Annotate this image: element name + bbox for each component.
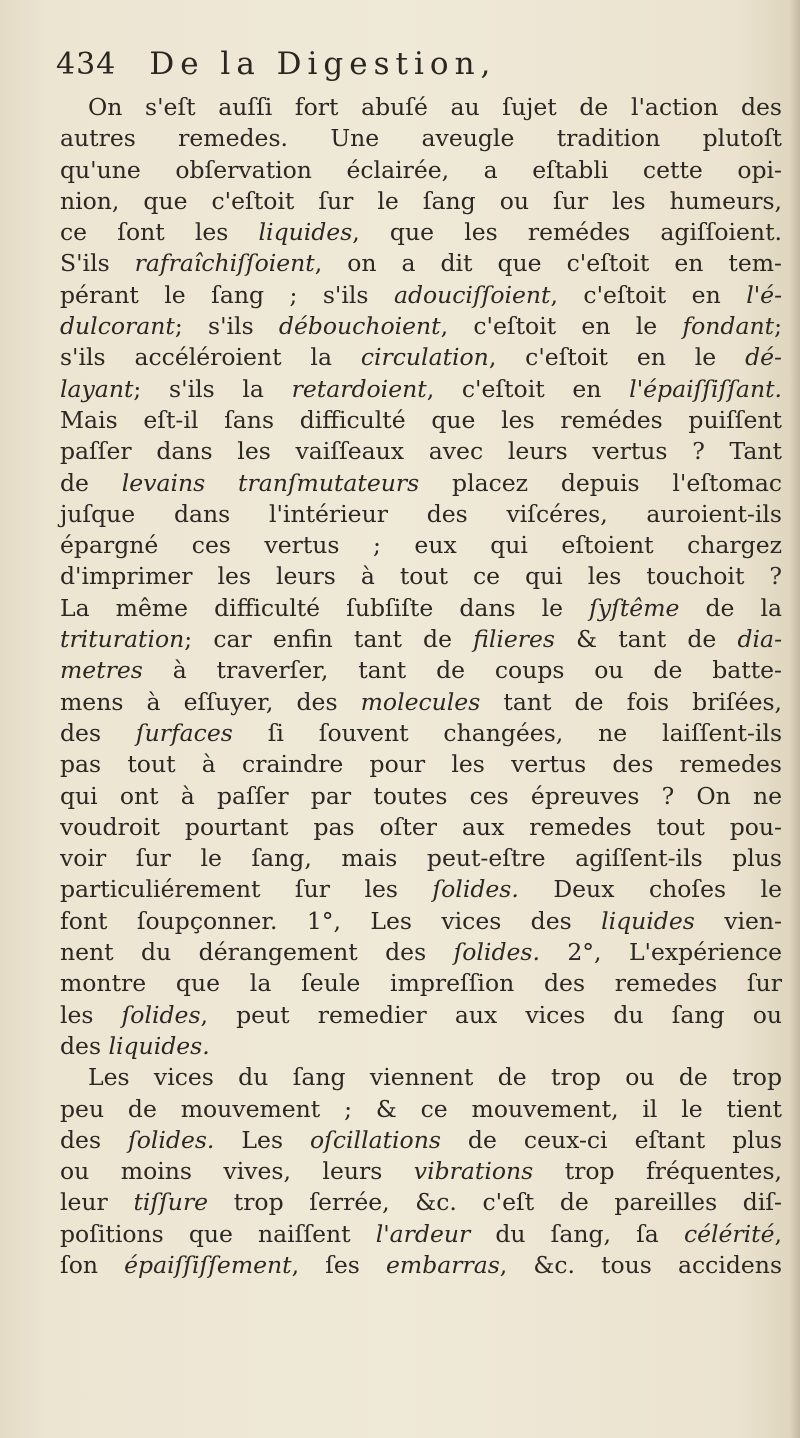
text-run: leur [60,1188,134,1217]
text-line [60,1187,782,1218]
text-line [60,530,782,561]
body-text [60,92,782,1281]
italic-term: vibrations [413,1157,534,1186]
text-line [60,280,782,311]
text-run: ou moins vives, leurs [60,1157,414,1186]
text-run: 2°, L'expérience [539,938,782,967]
italic-term: ſyſtême [589,593,680,622]
italic-term: fondant [682,312,775,341]
italic-term: dulcorant [60,312,175,341]
italic-term: metres [60,656,143,685]
text-line [60,468,782,499]
page-edge-shadow [790,0,800,1438]
text-run: montre que la ſeule impreſſion des remedes ſur [60,969,782,998]
text-line [60,499,782,530]
italic-term: liquides [258,218,353,247]
text-run: autres remedes. Une aveugle tradition plutoſt [60,124,782,153]
italic-term: l'ardeur [375,1219,471,1248]
text-line [60,1250,782,1281]
text-line [60,155,782,186]
text-run: placez depuis l'eſtomac [419,468,783,497]
text-line [60,749,782,780]
text-run: , &c. tous accidens [499,1250,782,1279]
text-line [60,1094,782,1125]
italic-term: adouciſſoient [393,280,551,309]
text-line [60,186,782,217]
italic-term: l'é- [746,280,783,309]
italic-term: ſolides. [128,1125,215,1154]
italic-term: layant [60,374,134,403]
text-run: ; [774,312,782,341]
text-run: des [60,1125,129,1154]
text-run: trop fréquentes, [533,1157,782,1186]
text-run: , c'eſtoit en le [488,343,746,372]
italic-term: rafraîchiſſoient [134,249,315,278]
italic-term: filieres [473,625,555,654]
italic-term: oſcillations [310,1125,441,1154]
italic-term: débouchoient [278,312,441,341]
text-line [60,781,782,812]
text-line [60,1156,782,1187]
text-line [60,1031,782,1062]
text-run: mens à eſſuyer, des [60,687,361,716]
text-run: des [60,1031,109,1060]
text-line [60,311,782,342]
text-run: La même difficulté ſubſiſte dans le [60,593,590,622]
text-run: de la [679,593,783,622]
text-line [60,92,782,123]
text-run: épargné ces vertus ; eux qui eſtoient chargez [60,531,782,560]
text-run: Les [214,1125,311,1154]
text-line [60,1125,782,1156]
text-run: tant de fois briſées, [480,687,783,716]
italic-term: trituration [60,625,185,654]
text-run: pas tout à craindre pour les vertus des remedes [60,750,782,779]
text-line [60,248,782,279]
text-run: de [60,468,122,497]
text-run: font ſoupçonner. 1°, Les vices des [60,906,602,935]
italic-term: liquides. [108,1031,210,1060]
italic-term: liquides [601,906,695,935]
text-run: du ſang, ſa [470,1219,684,1248]
italic-term: épaiſſiſſement [124,1250,292,1279]
text-run: qui ont à paſſer par toutes ces épreuves ? On ne [60,781,782,810]
text-line [60,561,782,592]
italic-term: ſolides [121,1000,201,1029]
text-run: s'ils accéléroient la [60,343,361,372]
text-line [60,436,782,467]
text-run: de ceux-ci eſtant plus [440,1125,783,1154]
text-line [60,405,782,436]
text-run: ; s'ils la [133,374,292,403]
text-line [60,1062,782,1093]
italic-term: ſolides. [453,938,540,967]
text-line [60,968,782,999]
text-run: , ſes [291,1250,386,1279]
text-run: , que les remédes agiſſoient. [352,218,782,247]
text-run: , [774,1219,783,1248]
text-run: , on a dit que c'eſtoit en tem- [314,249,782,278]
italic-term: retardoient [291,374,427,403]
text-line [60,718,782,749]
text-line [60,123,782,154]
text-run: Deux choſes le [518,875,782,904]
text-line [60,906,782,937]
text-line [60,937,782,968]
running-title: De la Digestion, [149,46,497,82]
text-run: voir ſur le ſang, mais peut-eſtre agiſſent-ils plus [60,844,782,873]
text-line [60,1000,782,1031]
text-run: Les vices du ſang viennent de trop ou de trop [88,1063,782,1092]
text-run: vien- [694,906,782,935]
text-line [60,374,782,405]
text-run: des [60,718,136,747]
text-run: paſſer dans les vaiſſeaux avec leurs vertus ? Tant [60,437,782,466]
text-run: nent du dérangement des [60,938,454,967]
text-run: d'imprimer les leurs à tout ce qui les touchoit ? [60,562,782,591]
text-run: les [60,1000,122,1029]
text-line [60,812,782,843]
text-line [60,1219,782,1250]
italic-term: embarras [386,1250,500,1279]
text-run: ; s'ils [174,312,279,341]
text-run: juſque dans l'intérieur des viſcéres, auroient-ils [60,499,782,528]
text-run: ; car enfin tant de [184,625,474,654]
text-run: ſi ſouvent changées, ne laiſſent-ils [232,718,783,747]
text-line [60,874,782,905]
text-line [60,843,782,874]
text-run: ce ſont les [60,218,259,247]
italic-term: levains tranſmutateurs [121,468,420,497]
page-number: 434 [56,47,117,82]
text-line [60,687,782,718]
italic-term: ſurfaces [135,718,233,747]
text-run: , peut remedier aux vices du ſang ou [200,1000,782,1029]
text-run: , c'eſtoit en [550,280,747,309]
text-run: , c'eſtoit en le [440,312,683,341]
italic-term: tiſſure [133,1188,209,1217]
text-run: pérant le ſang ; s'ils [60,280,394,309]
text-line [60,624,782,655]
text-line [60,342,782,373]
text-run: qu'une obſervation éclairée, a eſtabli cette opi- [60,155,782,184]
text-run: poſitions que naiſſent [60,1219,376,1248]
text-run: , c'eſtoit en [426,374,630,403]
text-run: ſon [60,1250,125,1279]
italic-term: célérité [683,1219,775,1248]
italic-term: circulation [360,343,489,372]
text-run: nion, que c'eſtoit ſur le ſang ou ſur les humeurs, [60,186,782,215]
text-run: peu de mouvement ; & ce mouvement, il le tient [60,1094,782,1123]
italic-term: molecules [360,687,481,716]
text-run: voudroit pourtant pas oſter aux remedes tout pou- [60,812,782,841]
text-line [60,655,782,686]
text-line [60,217,782,248]
italic-term: ſolides. [432,875,519,904]
italic-term: l'épaiſſiſſant. [629,374,782,403]
text-line [60,593,782,624]
italic-term: dia- [737,625,783,654]
text-run: à traverſer, tant de coups ou de batte- [142,656,782,685]
text-run: S'ils [60,249,135,278]
italic-term: dé- [745,343,782,372]
running-header [56,46,756,82]
text-run: On s'eſt auſſi fort abuſé au ſujet de l'action des [88,93,782,121]
text-run: trop ſerrée, &c. c'eſt de pareilles diſ- [208,1188,782,1217]
text-run: particuliérement ſur les [60,875,433,904]
text-run: & tant de [555,625,738,654]
text-run: Mais eſt-il ſans difficulté que les remédes puiſſent [60,405,782,434]
